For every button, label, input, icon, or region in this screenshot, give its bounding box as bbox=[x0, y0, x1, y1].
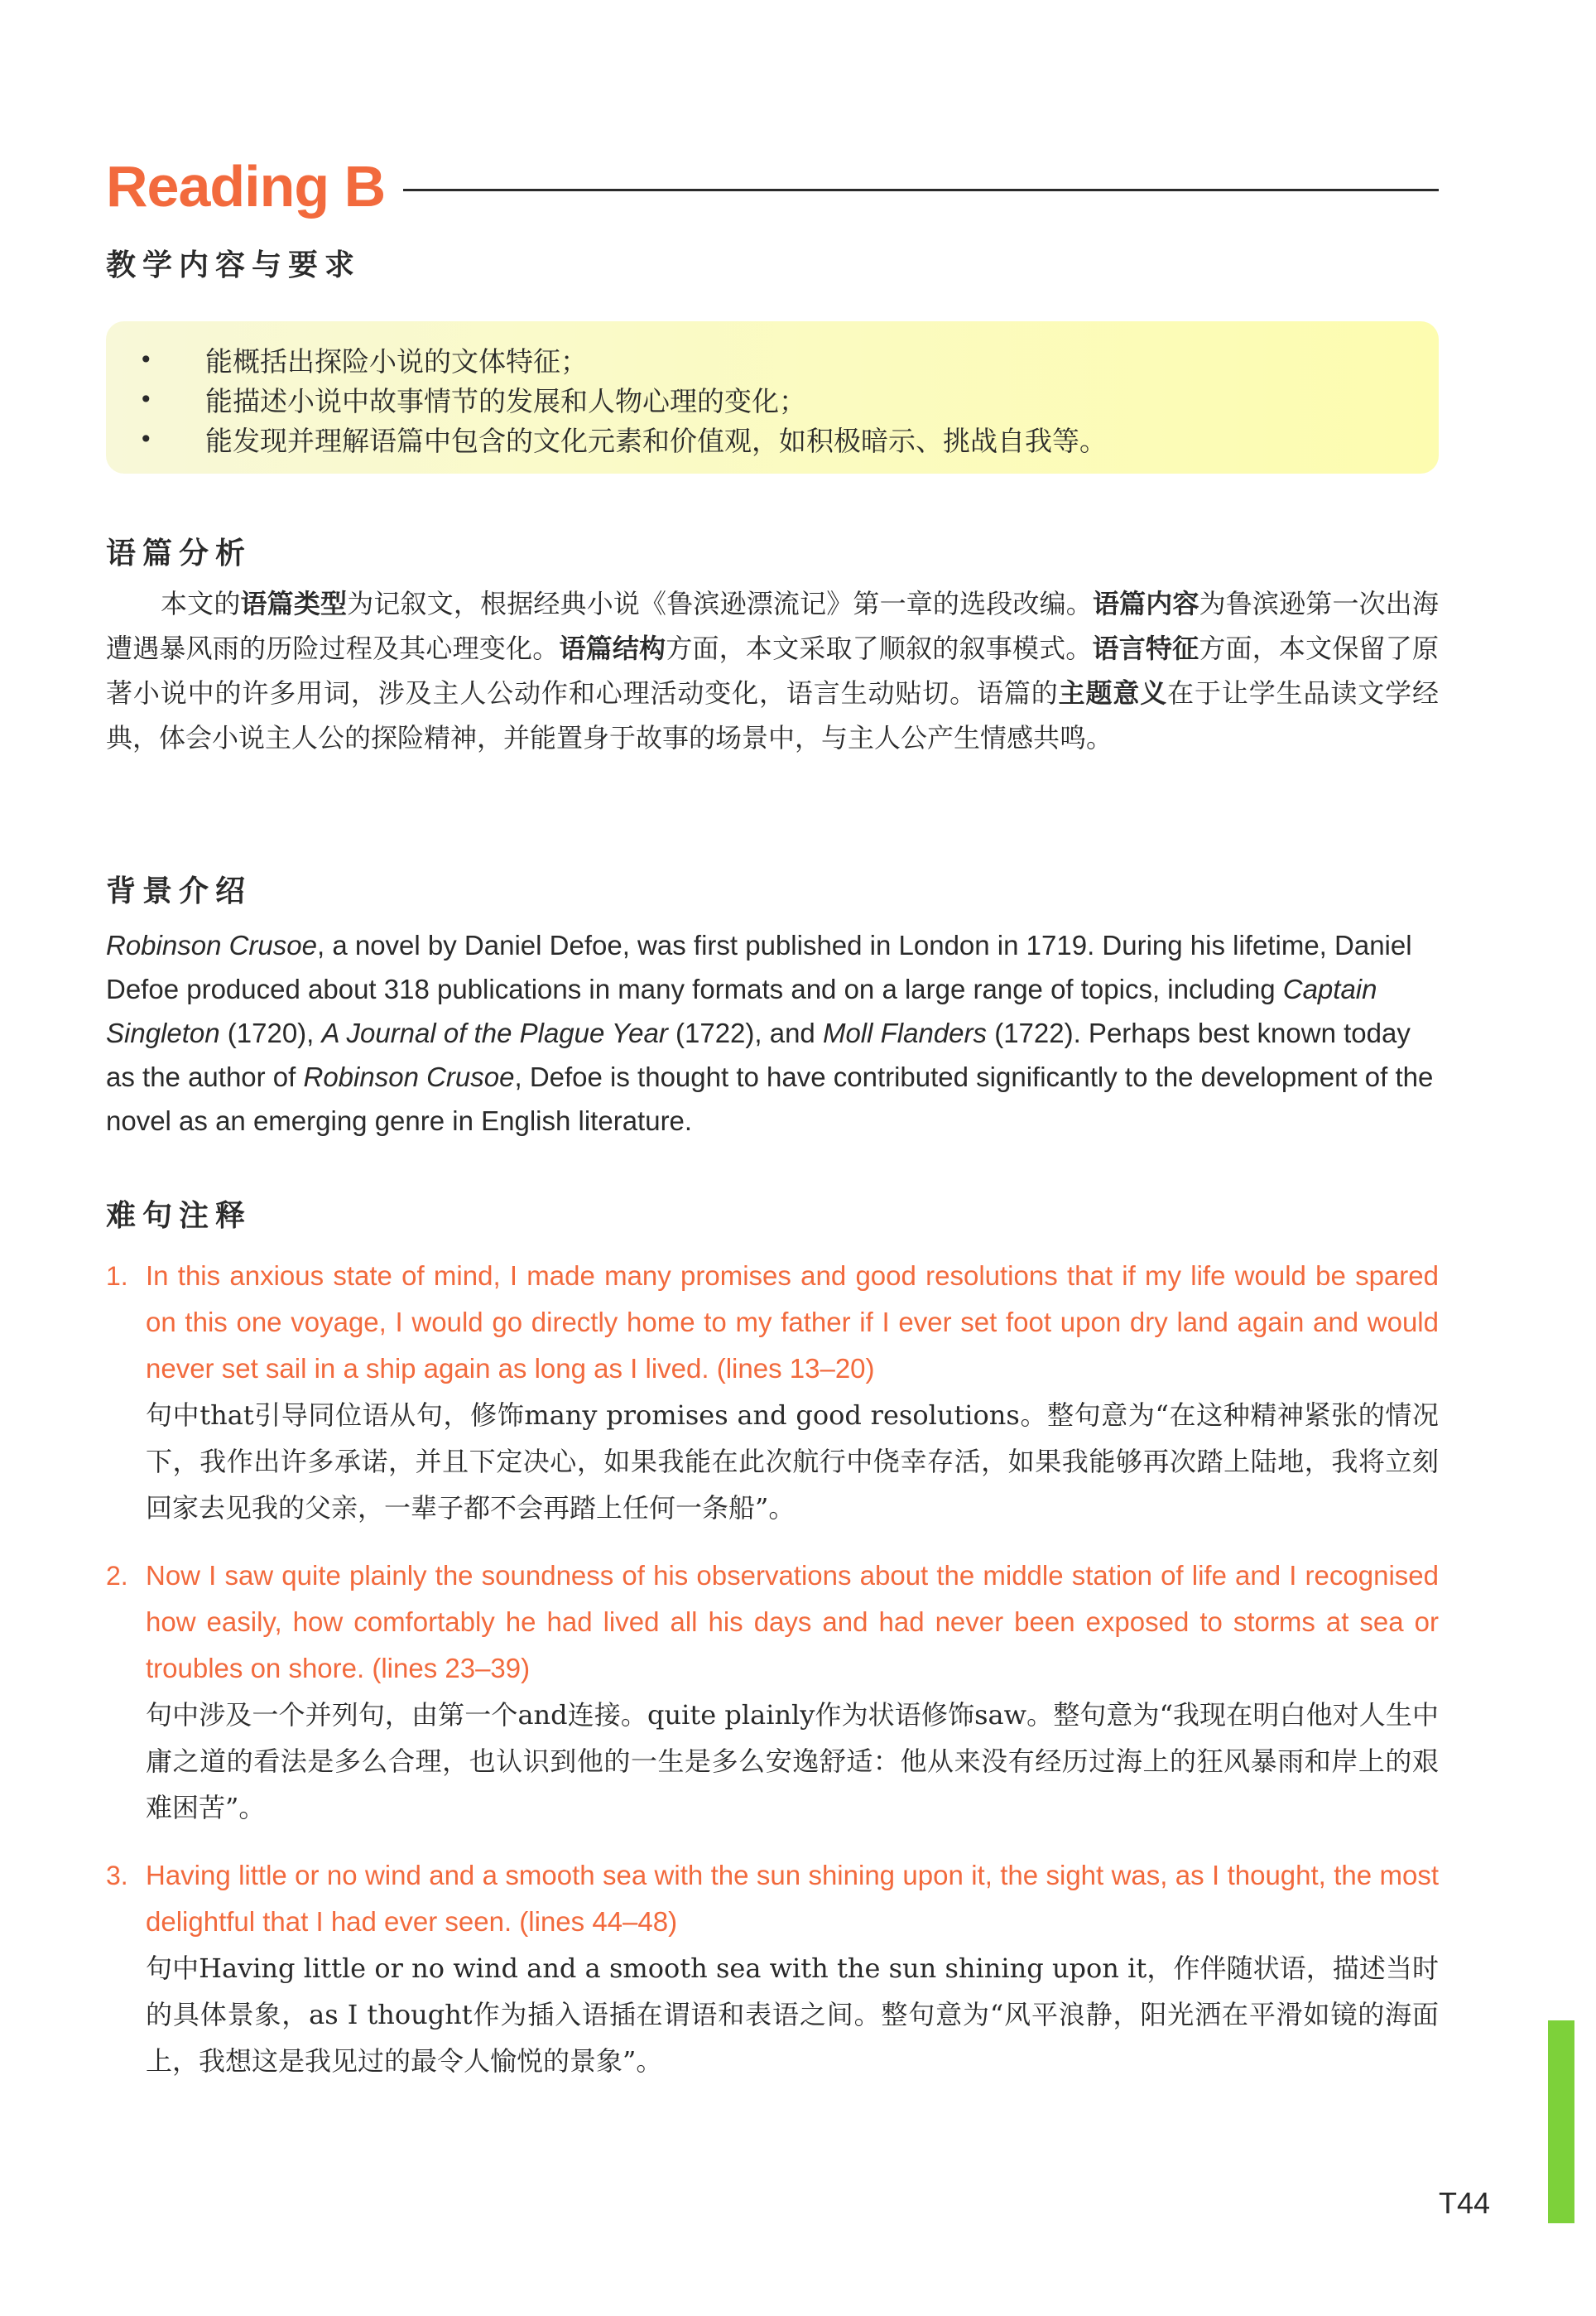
page-number: T44 bbox=[1439, 2186, 1491, 2220]
notes-heading: 难句注释 bbox=[106, 1199, 252, 1233]
note-english: In this anxious state of mind, I made many promises and good resolutions that if my life would be spared on this one voyage, I would go directly home to my father if I ever set foot upon dry land again and would never set sail in a ship again as long as I lived. (lines 13–20) bbox=[146, 1260, 1439, 1384]
background-paragraph bbox=[106, 923, 1439, 1143]
book-title: Robinson Crusoe bbox=[303, 1062, 515, 1092]
requirement-text: 能发现并理解语篇中包含的文化元素和价值观，如积极暗示、挑战自我等。 bbox=[205, 424, 1107, 457]
analysis-keyword: 主题意义 bbox=[1058, 677, 1168, 709]
note-english: Having little or no wind and a smooth sea with the sun shining upon it, the sight was, as I thought, the most delightful that I had ever seen. (lines 44–48) bbox=[146, 1860, 1439, 1937]
section-title: Reading B bbox=[106, 154, 386, 219]
book-title: Robinson Crusoe bbox=[106, 930, 317, 961]
note-number: 2. bbox=[106, 1561, 128, 1591]
title-row bbox=[106, 141, 1439, 232]
requirement-item bbox=[139, 339, 1439, 379]
analysis-text: 方面，本文保留了原著小说中的许多用词，涉及主人公动作和心理活动变化，语言生动贴切。语篇的 bbox=[106, 633, 1439, 709]
background-text: (1722), and bbox=[667, 1018, 823, 1048]
book-title: Moll Flanders bbox=[822, 1018, 988, 1048]
analysis-paragraph bbox=[106, 581, 1439, 760]
analysis-text: 为鲁滨逊第一次出海遭遇暴风雨的历险过程及其心理变化。 bbox=[106, 588, 1439, 664]
requirements-box bbox=[106, 321, 1439, 474]
side-tab bbox=[1548, 2020, 1574, 2223]
analysis-keyword: 语篇类型 bbox=[240, 588, 348, 619]
bullet-icon: • bbox=[139, 425, 153, 453]
note-number: 3. bbox=[106, 1861, 128, 1890]
teaching-heading: 教学内容与要求 bbox=[106, 248, 362, 282]
note-number: 1. bbox=[106, 1261, 128, 1291]
note-item bbox=[106, 1852, 1439, 2084]
note-english: Now I saw quite plainly the soundness of his observations about the middle station of life and I recognised how easily, how comfortably he had lived all his days and had never been exposed to storms at sea or troubles on shore. (lines 23–39) bbox=[146, 1560, 1439, 1683]
background-text: (1722). Perhaps best known today as the author of bbox=[106, 1018, 1411, 1092]
analysis-keyword: 语篇内容 bbox=[1092, 588, 1199, 619]
analysis-keyword: 语篇结构 bbox=[559, 633, 666, 664]
analysis-text: 在于让学生品读文学经典，体会小说主人公的探险精神，并能置身于故事的场景中，与主人公产生情感共鸣。 bbox=[106, 677, 1439, 754]
analysis-text: 本文的 bbox=[161, 588, 241, 619]
note-chinese: 句中that引导同位语从句，修饰many promises and good resolutions。整句意为“在这种精神紧张的情况下，我作出许多承诺，并且下定决心，如果我能在此次航行中侥幸存活，如果我能够再次踏上陆地，我将立刻回家去见我的父亲，一辈子都不会再踏上任何一条船”。 bbox=[146, 1399, 1439, 1524]
requirement-item bbox=[139, 419, 1439, 459]
background-text: , Defoe is thought to have contributed significantly to the development of the novel as an emerging genre in English literature. bbox=[106, 1062, 1434, 1136]
analysis-text: 为记叙文，根据经典小说《鲁滨逊漂流记》第一章的选段改编。 bbox=[347, 588, 1093, 619]
note-item bbox=[106, 1553, 1439, 1831]
bullet-icon: • bbox=[139, 345, 153, 373]
note-item bbox=[106, 1253, 1439, 1531]
book-title: A Journal of the Plague Year bbox=[321, 1018, 668, 1048]
background-heading: 背景介绍 bbox=[106, 874, 252, 908]
analysis-keyword: 语言特征 bbox=[1092, 633, 1199, 664]
bullet-icon: • bbox=[139, 385, 153, 413]
book-title: Captain Singleton bbox=[106, 974, 1377, 1048]
background-text: (1720), bbox=[219, 1018, 322, 1048]
note-chinese: 句中Having little or no wind and a smooth sea with the sun shining upon it，作伴随状语，描述当时的具体景象，as I thought作为插入语插在谓语和表语之间。整句意为“风平浪静，阳光洒在平滑如镜的海面上，我想这是我见过的最令人愉悦的景象”。 bbox=[146, 1952, 1439, 2077]
requirement-text: 能描述小说中故事情节的发展和人物心理的变化； bbox=[205, 384, 806, 417]
analysis-heading: 语篇分析 bbox=[106, 537, 252, 571]
requirement-item bbox=[139, 379, 1439, 419]
analysis-text: 方面，本文采取了顺叙的叙事模式。 bbox=[666, 633, 1093, 664]
requirement-text: 能概括出探险小说的文体特征； bbox=[205, 344, 588, 378]
background-text: , a novel by Daniel Defoe, was first published in London in 1719. During his lifetime, Daniel Defoe produced about 318 publications in many formats and on a large range of topics, including bbox=[106, 930, 1412, 1004]
note-chinese: 句中涉及一个并列句，由第一个and连接。quite plainly作为状语修饰saw。整句意为“我现在明白他对人生中庸之道的看法是多么合理，也认识到他的一生是多么安逸舒适：他从来没有经历过海上的狂风暴雨和岸上的艰难困苦”。 bbox=[146, 1699, 1439, 1823]
title-rule bbox=[403, 189, 1439, 191]
